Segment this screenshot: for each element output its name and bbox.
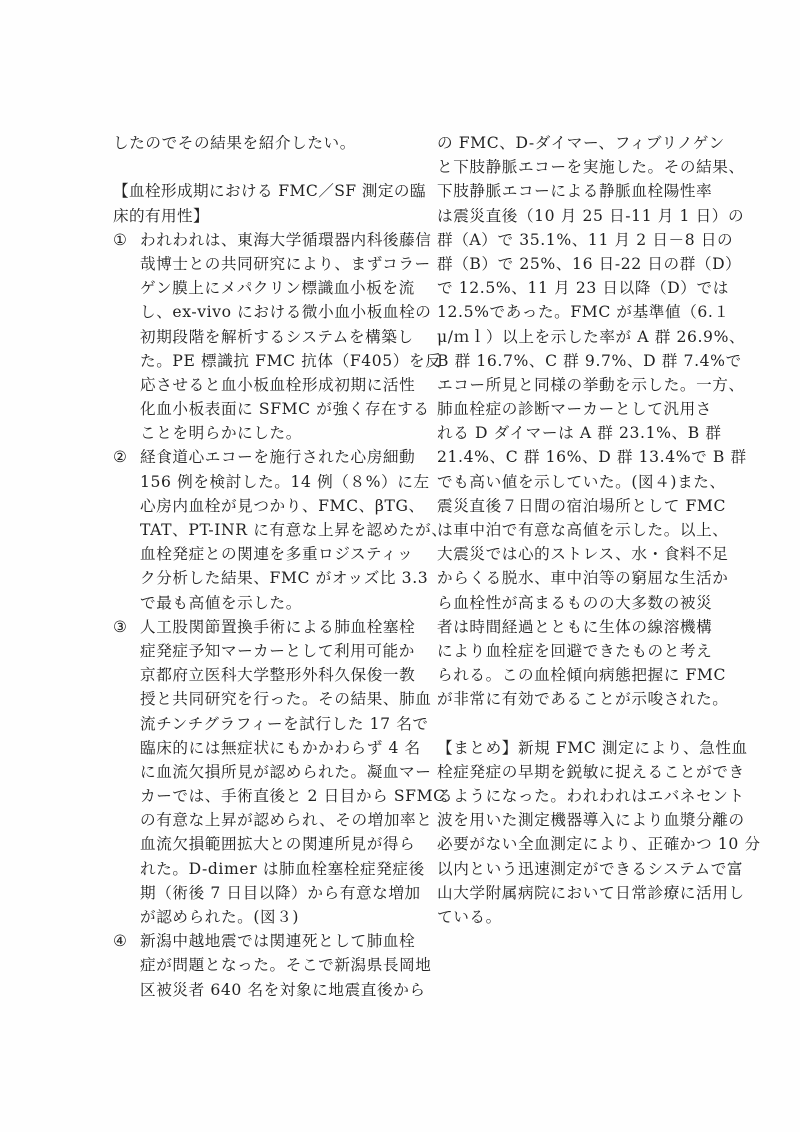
- item-body: [113, 445, 448, 614]
- item-line: の有意な上昇が認められ、その増加率と: [140, 811, 433, 830]
- item-line: ク分析した結果、FMC がオッズ比 3.3: [140, 569, 429, 588]
- item-line: 新潟中越地震では関連死として肺血栓: [140, 932, 416, 951]
- paragraph-line: が非常に有効であることが示唆された。: [437, 690, 729, 709]
- paragraph-line: 群（A）で 35.1%、11 月 2 日－8 日の: [437, 230, 734, 249]
- list-item-1: [113, 228, 442, 446]
- paragraph-line: と下肢静脈エコーを実施した。その結果、: [437, 158, 745, 177]
- paragraph-line: られる。この血栓傾向病態把握に FMC: [437, 666, 726, 685]
- left-column: [113, 131, 448, 1002]
- item-line: われわれは、東海大学循環器内科後藤信: [140, 230, 432, 249]
- heading-line: 【血栓形成期における FMC／SF 測定の臨: [113, 182, 426, 201]
- item-line: 血栓発症との関連を多重ロジスティッ: [140, 545, 414, 564]
- summary-line: 波を用いた測定機器導入により血漿分離の: [437, 811, 745, 830]
- list-item-3: [113, 615, 446, 929]
- item-body: [113, 615, 446, 929]
- paragraph-line: 21.4%、C 群 16%、D 群 13.4%で B 群: [437, 448, 747, 467]
- item-body: [113, 228, 442, 446]
- summary-line: ている。: [437, 908, 502, 926]
- item-marker: ④: [113, 932, 127, 951]
- item-marker: ②: [113, 448, 127, 467]
- item-line: TAT、PT-INR に有意な上昇を認めたが、: [140, 521, 448, 539]
- item-line: 心房内血栓が見つかり、FMC、βTG、: [140, 496, 425, 515]
- item-line: 初期段階を解析するシステムを構築し: [140, 327, 414, 346]
- item-line: 症が問題となった。そこで新潟県長岡地: [140, 956, 432, 975]
- summary-line: 【まとめ】新規 FMC 測定により、急性血: [437, 738, 748, 757]
- list-item-2: [113, 445, 448, 614]
- item-line: に血流欠損所見が認められた。凝血マー: [140, 762, 432, 781]
- item-line: 応させると血小板血栓形成初期に活性: [140, 375, 416, 394]
- paragraph-line: 震災直後７日間の宿泊場所として FMC: [437, 496, 726, 515]
- paragraph-line: 群（B）で 25%、16 日-22 日の群（D）: [437, 254, 742, 273]
- item-marker: ①: [113, 230, 127, 249]
- item-line: し、ex-vivo における微小血小板血栓の: [140, 303, 432, 322]
- summary-line: 以内という迅速測定ができるシステムで富: [437, 859, 744, 878]
- continuation-paragraph: [437, 131, 747, 712]
- right-column: [437, 131, 761, 929]
- item-line: 症発症予知マーカーとして利用可能か: [140, 641, 415, 660]
- paragraph-line: は震災直後（10 月 25 日-11 月 1 日）の: [437, 206, 745, 225]
- item-line: が認められた。(図３): [140, 908, 300, 926]
- list-item-4: [113, 929, 432, 1002]
- paragraph-line: により血栓症を回避できたものと考え: [437, 641, 713, 660]
- summary-paragraph: [437, 736, 761, 930]
- paragraph-line: からくる脱水、車中泊等の窮屈な生活か: [437, 569, 729, 588]
- item-line: 授と共同研究を行った。その結果、肺血: [140, 690, 432, 709]
- section-heading: [113, 179, 426, 227]
- paragraph-line: μ/ｍｌ）以上を示した率が A 群 26.9%、: [437, 327, 746, 346]
- item-line: カーでは、手術直後と 2 日目から SFMC: [140, 787, 446, 806]
- intro-line: したのでその結果を紹介したい。: [113, 134, 356, 152]
- summary-line: 必要がない全血測定により、正確かつ 10 分: [437, 835, 761, 854]
- item-line: た。PE 標識抗 FMC 抗体（F405）を反: [140, 351, 442, 370]
- item-marker: ③: [113, 617, 127, 636]
- paragraph-line: 12.5%であった。FMC が基準値（6.１: [437, 303, 730, 322]
- paragraph-line: ら血栓性が高まるものの大多数の被災: [437, 593, 713, 612]
- paragraph-line: B 群 16.7%、C 群 9.7%、D 群 7.4%で: [437, 351, 742, 370]
- paragraph-line: 大震災では心的ストレス、水・食料不足: [437, 545, 729, 564]
- item-line: 化血小板表面に SFMC が強く存在する: [140, 400, 430, 419]
- paragraph-line: 者は時間経過とともに生体の線溶機構: [437, 617, 713, 636]
- paragraph-line: でも高い値を示していた。(図４)また、: [437, 472, 726, 491]
- paragraph-line: 肺血栓症の診断マーカーとして汎用さ: [437, 400, 712, 419]
- item-line: 血流欠損範囲拡大との関連所見が得ら: [140, 835, 416, 854]
- item-line: ゲン膜上にメパクリン標識血小板を流: [140, 279, 415, 298]
- paragraph-line: は車中泊で有意な高値を示した。以上、: [437, 521, 729, 539]
- item-line: 期（術後 7 日目以降）から有意な増加: [140, 883, 421, 902]
- item-line: 哉博士との共同研究により、まずコラー: [140, 254, 431, 273]
- item-line: 流チンチグラフィーを試行した 17 名で: [140, 714, 429, 733]
- paragraph-line: で 12.5%、11 月 23 日以降（D）では: [437, 279, 729, 298]
- summary-line: 栓症発症の早期を鋭敏に捉えることができ: [437, 762, 745, 781]
- item-body: [113, 929, 432, 1002]
- item-line: ことを明らかにした。: [140, 424, 302, 443]
- paragraph-line: エコー所見と同様の挙動を示した。一方、: [437, 375, 745, 394]
- spacer: [437, 712, 715, 736]
- summary-line: るようになった。われわれはエバネセント: [437, 787, 745, 806]
- item-line: 臨床的には無症状にもかかわらず 4 名: [140, 738, 421, 757]
- paragraph-line: の FMC、D-ダイマー、フィブリノゲン: [437, 134, 725, 152]
- item-line: 京都府立医科大学整形外科久保俊一教: [140, 666, 416, 685]
- paragraph-line: れる D ダイマーは A 群 23.1%、B 群: [437, 424, 722, 443]
- spacer: [113, 155, 388, 179]
- item-line: 経食道心エコーを施行された心房細動: [140, 448, 416, 467]
- item-line: で最も高値を示した。: [140, 593, 302, 612]
- paragraph-line: 下肢静脈エコーによる静脈血栓陽性率: [437, 182, 713, 201]
- item-line: れた。D-dimer は肺血栓塞栓症発症後: [140, 859, 425, 878]
- item-line: 区被災者 640 名を対象に地震直後から: [140, 980, 426, 999]
- item-line: 156 例を検討した。14 例（８%）に左: [140, 472, 430, 491]
- item-line: 人工股関節置換手術による肺血栓塞栓: [140, 617, 416, 636]
- summary-line: 山大学附属病院において日常診療に活用し: [437, 883, 745, 902]
- heading-line: 床的有用性】: [113, 206, 209, 225]
